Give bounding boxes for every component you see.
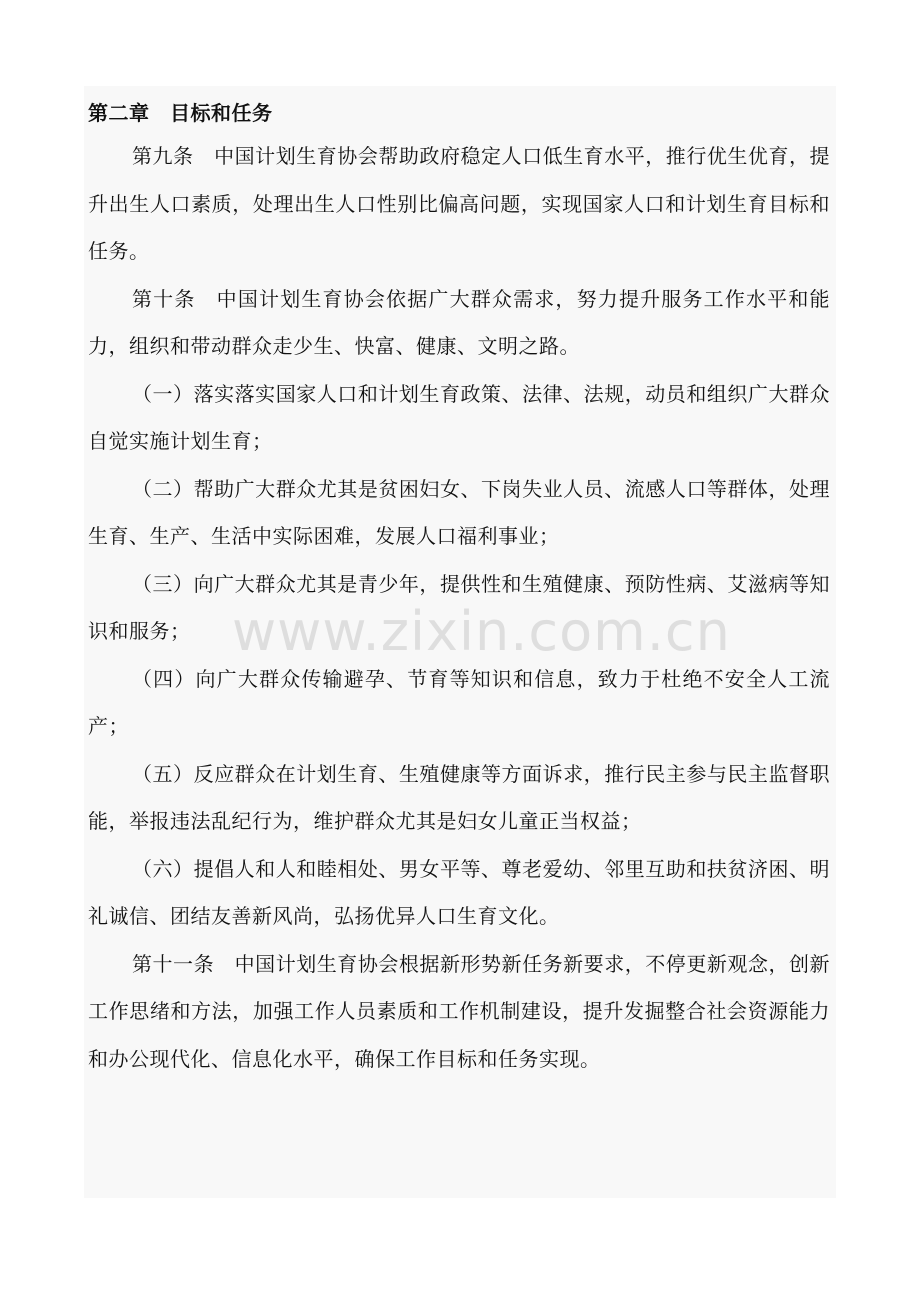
- chapter-title: 第二章 目标和任务: [88, 101, 273, 125]
- list-item-3-paragraph: （三）向广大群众尤其是青少年，提供性和生殖健康、预防性病、艾滋病等知识和服务；: [88, 571, 830, 643]
- article-11-paragraph: 第十一条 中国计划生育协会根据新形势新任务新要求，不停更新观念，创新工作思绪和方法，加强工作人员素质和工作机制建设，提升发掘整合社会资源能力和办公现代化、信息化水平，确保工作目标和任务实现。: [88, 951, 830, 1071]
- document-body: [88, 93, 830, 1083]
- watermark: www.zixin.com.cn: [232, 600, 731, 663]
- list-item-1-paragraph: （一）落实落实国家人口和计划生育政策、法律、法规，动员和组织广大群众自觉实施计划生育；: [88, 381, 830, 453]
- list-item-2-paragraph: （二）帮助广大群众尤其是贫困妇女、下岗失业人员、流感人口等群体，处理生育、生产、生活中实际困难，发展人口福利事业；: [88, 476, 830, 548]
- list-item-5-paragraph: （五）反应群众在计划生育、生殖健康等方面诉求，推行民主参与民主监督职能，举报违法乱纪行为，维护群众尤其是妇女儿童正当权益；: [88, 761, 830, 833]
- article-10-paragraph: 第十条 中国计划生育协会依据广大群众需求，努力提升服务工作水平和能力，组织和带动群众走少生、快富、健康、文明之路。: [88, 286, 830, 358]
- list-item-4-paragraph: （四）向广大群众传输避孕、节育等知识和信息，致力于杜绝不安全人工流产；: [88, 666, 830, 738]
- list-item-6-paragraph: （六）提倡人和人和睦相处、男女平等、尊老爱幼、邻里互助和扶贫济困、明礼诚信、团结友善新风尚，弘扬优异人口生育文化。: [88, 856, 830, 928]
- article-9-paragraph: 第九条 中国计划生育协会帮助政府稳定人口低生育水平，推行优生优育，提升出生人口素质，处理出生人口性别比偏高问题，实现国家人口和计划生育目标和任务。: [88, 144, 830, 263]
